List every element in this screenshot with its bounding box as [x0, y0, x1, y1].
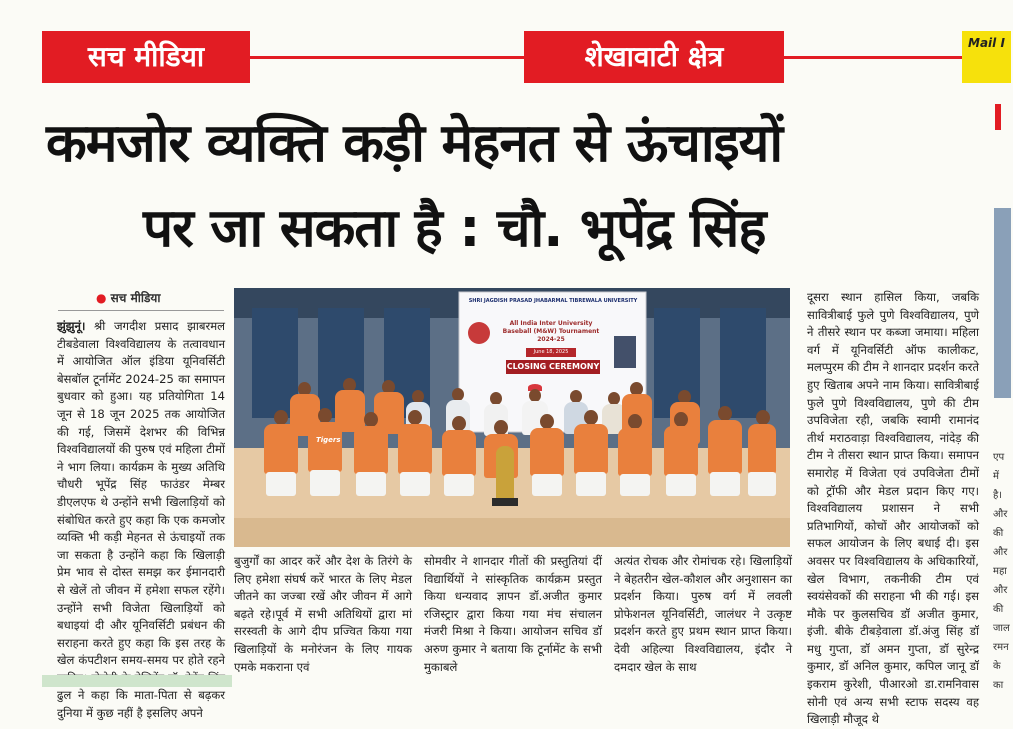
section-label — [524, 31, 784, 83]
masthead-rule — [250, 56, 524, 59]
column-3-text: सोमवीर ने शानदार गीतों की प्रस्तुतियां दीं विद्यार्थियों ने सांस्कृतिक कार्यक्रम प्रस्तुत किया धन्यवाद ज्ञापन डॉ.अजीत कुमार रजिस्ट्रार द्वारा किया गया मंच संचालन मंजरी मिश्रा ने किया। आयोजन सचिव डॉ अरुण कुमार ने बताया कि टूर्नामेंट के सभी मुकाबले — [424, 554, 602, 674]
column-2-text: बुजुर्गों का आदर करें और देश के तिरंगे के लिए हमेशा संघर्ष करें भारत के लिए मेडल जीतने का जज्बा रखें और जीवन में आगे बढ़ते रहे।पूर्व में सभी अतिथियों द्वारा मां सरस्वती के आगे दीप प्रज्वित किया गया खिलाड़ियों के मनोरंजन के लिए गायक एमके मकराना एवं — [234, 554, 412, 674]
neighbor-accent — [995, 104, 1001, 130]
banner-date: June 18, 2025 — [526, 348, 576, 357]
neighbor-text-fragment: और — [993, 585, 1008, 596]
neighbor-text-fragment: महा — [993, 566, 1007, 577]
trophy — [496, 446, 514, 500]
byline — [96, 289, 160, 306]
neighbor-text-fragment: और — [993, 547, 1008, 558]
neighbor-tab-text: Mail I — [968, 36, 1005, 50]
article-column-2 — [234, 553, 412, 678]
neighbor-text-fragment: जाल — [993, 623, 1010, 634]
neighbor-text-fragment: एप — [993, 452, 1005, 463]
headline-line-2: पर जा सकता है : चौ. भूपेंद्र सिंह — [143, 198, 766, 259]
brand-name: सच मीडिया — [87, 40, 205, 73]
column-4-text: अत्यंत रोचक और रोमांचक रहे। खिलाड़ियों ने बेहतरीन खेल-कौशल और अनुशासन का प्रदर्शन किया। पुरुष वर्ग में लवली प्रोफेशनल यूनिवर्सिटी, जालंधर ने उत्कृष्ट प्रदर्शन करते हुए प्रथम स्थान प्राप्त किया। देवी अहिल्या विश्वविद्यालय, इंदौर ने दमदार खेल के साथ — [614, 554, 792, 674]
banner-university: SHRI JAGDISH PRASAD JHABARMAL TIBREWALA UNIVERSITY — [468, 298, 638, 304]
column-5-text: दूसरा स्थान हासिल किया, जबकि सावित्रीबाई फुले पुणे विश्वविद्यालय, पुणे ने तीसरे स्थान पर कब्जा जमाया। महिला वर्ग में यूनिवर्सिटी ऑफ कालीकट, मलप्पुरम की टीम ने शानदार प्रदर्शन करते हुए खिताब अपने नाम किया। सावित्रीबाई फुले पुणे विश्वविद्यालय, पुणे की टीम उपविजेता रही, जबकि स्वामी रामानंद तीर्थ मराठवाड़ा विश्वविद्यालय, नांदेड़ की टीम ने तीसरा स्थान प्राप्त किया। समापन समारोह में विजेता एवं उपविजेता टीमों को ट्रॉफी और मेडल प्रदान किए गए। विश्वविद्यालय प्रशासन ने सभी प्रतिभागियों, कोचों और आयोजकों को सफल आयोजन के लिए बधाई दी। इस अवसर पर विश्वविद्यालय के अधिकारियों, खेल विभाग, तकनीकी टीम एवं स्वयंसेवकों की सराहना भी की गई। इस मौके पर कुलसचिव डॉ अजीत कुमार, इंजी. बीके टीबड़ेवाला डॉ.अंजु सिंह डॉ मधु गुप्ता, डॉ अमन गुप्ता, डॉ सुरेन्द्र कुमार, डॉ अनिल कुमार, कपिल जानू डॉ इकराम कुरेशी, पीआरओ डा.रामनिवास सोनी एवं अन्य सभी स्टाफ सदस्य वह खिलाड़ी मौजूद थे — [807, 290, 979, 727]
neighbor-text — [993, 448, 1013, 695]
bottom-strip-green — [42, 675, 232, 687]
neighbor-text-fragment: रमन — [993, 642, 1009, 653]
neighbor-text-fragment: की — [993, 528, 1004, 539]
byline-dot-icon: ● — [96, 291, 107, 305]
section-name: शेखावाटी क्षेत्र — [584, 40, 724, 73]
dateline: झुंझुनूं। — [57, 319, 86, 333]
neighbor-text-fragment: और — [993, 509, 1008, 520]
article-column-4 — [614, 553, 792, 678]
article-column-5 — [807, 289, 979, 727]
column-1-text: श्री जगदीश प्रसाद झाबरमल टीबडेवाला विश्वविद्यालय के तत्वावधान में आयोजित ऑल इंडिया यूनिवर्सिटी बेसबॉल टूर्नामेंट 2024-25 का समापन बुधवार को हुआ। यह प्रतियोगिता 14 जून से 18 जून 2025 तक आयोजित की गई, जिसमें देशभर की विभिन्न विश्वविद्यालयों की पुरुष एवं महिला टीमों ने भाग लिया। कार्यक्रम के मुख्य अतिथि चौधरी भूपेंद्र सिंह फाउंडर मेम्बर डीएलएफ थे उन्होंने सभी खिलाड़ियों को संबोधित करते हुए कहा कि एक कमजोर व्यक्ति भी कड़ी मेहनत से ऊंचाइयों तक जा सकता है उन्होंने कहा कि खिलाड़ी प्रेम भाव से दोस्त समझ कर ईमानदारी से खेलें तो जीवन में हमेशा सफल रहेंगे। उन्होंने सभी विजेता खिलाड़ियों को बधाइयां दी और यूनिवर्सिटी प्रबंधन की सराहना करते हुए कहा कि इस तरह के खेल कंपटीशन समय-समय पर होते रहने ढुल ने कहा कि माता-पिता से बढ़कर दुनिया में कुछ नहीं है इसलिए अपने — [57, 319, 225, 721]
headline-line-1: कमजोर व्यक्ति कड़ी मेहनत से ऊंचाइयों — [46, 113, 783, 174]
neighbor-text-fragment: के — [993, 661, 1001, 672]
neighbor-text-fragment: की — [993, 604, 1004, 615]
neighbor-photo — [994, 208, 1011, 398]
banner-event: All India Inter University Baseball (M&W) Tournament 2024-25 — [502, 320, 600, 343]
banner-portrait — [614, 336, 636, 368]
article-column-1 — [57, 318, 225, 721]
team-players — [258, 376, 778, 526]
trophy-base — [492, 498, 518, 506]
jersey-lettering: Tigers — [316, 436, 341, 444]
neighbor-text-fragment: का — [993, 680, 1004, 691]
neighbor-text-fragment: में — [993, 471, 999, 482]
masthead-brand — [42, 31, 250, 83]
neighbor-article-edge — [991, 96, 1011, 691]
byline-rule — [58, 310, 224, 311]
news-photo — [234, 288, 790, 547]
masthead-rule-right — [784, 56, 974, 59]
neighbor-tab — [962, 31, 1011, 83]
banner-ceremony: CLOSING CEREMONY — [506, 360, 600, 374]
banner-logo — [468, 322, 490, 344]
article-column-3 — [424, 553, 602, 678]
byline-text: सच मीडिया — [110, 291, 161, 305]
neighbor-text-fragment: है। — [993, 490, 1003, 501]
